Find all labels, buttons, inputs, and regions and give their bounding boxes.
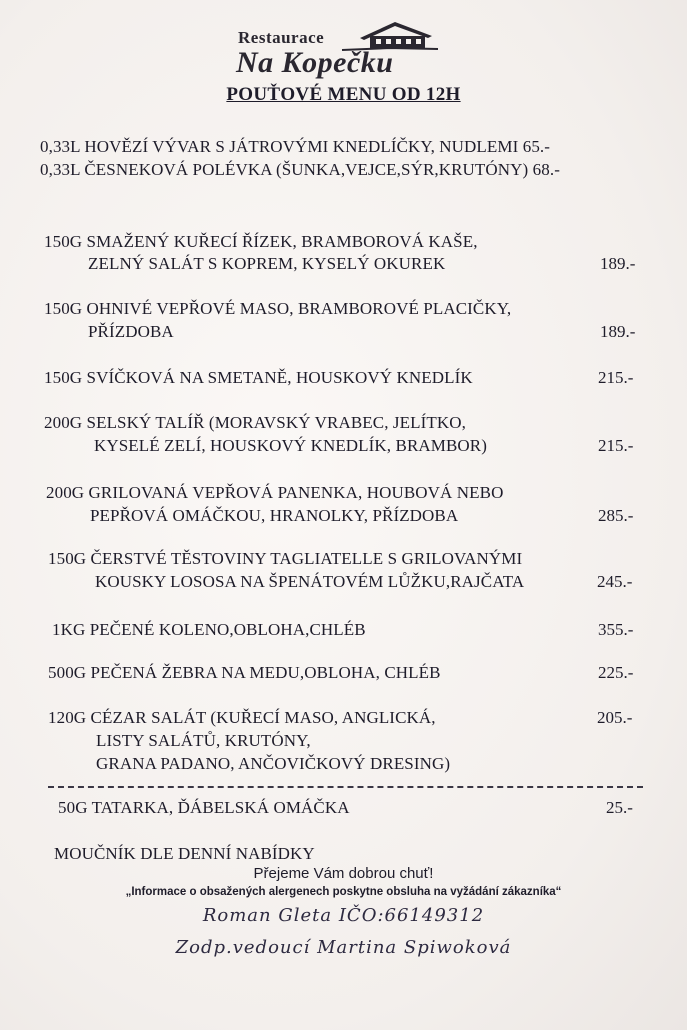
menu-item-price: 355.- — [598, 620, 634, 639]
dashed-divider — [48, 786, 643, 788]
extra-item-price: 25.- — [606, 798, 633, 817]
menu-item-line: 150G OHNIVÉ VEPŘOVÉ MASO, BRAMBOROVÉ PLACIČKY, — [44, 299, 512, 318]
menu-item-price: 285.- — [598, 506, 634, 525]
handwritten-manager: Zodp.vedoucí Martina Spiwoková — [175, 937, 512, 958]
menu-item-price: 245.- — [597, 572, 633, 591]
menu-item-line: 200G GRILOVANÁ VEPŘOVÁ PANENKA, HOUBOVÁ NEBO — [46, 483, 504, 502]
menu-item-price: 215.- — [598, 368, 634, 387]
menu-item-line: 500G PEČENÁ ŽEBRA NA MEDU,OBLOHA, CHLÉB — [48, 663, 441, 682]
menu-item-line: ZELNÝ SALÁT S KOPREM, KYSELÝ OKUREK — [88, 254, 446, 273]
wish-text: Přejeme Vám dobrou chuť! — [253, 865, 434, 882]
menu-item-price: 189.- — [600, 322, 636, 341]
menu-item-price: 215.- — [598, 436, 634, 455]
menu-item-line: 150G ČERSTVÉ TĚSTOVINY TAGLIATELLE S GRILOVANÝMI — [48, 549, 523, 568]
allergen-note: „Informace o obsažených alergenech poskytne obsluha na vyžádání zákazníka“ — [125, 886, 562, 898]
menu-item-line: PEPŘOVÁ OMÁČKOU, HRANOLKY, PŘÍZDOBA — [90, 506, 459, 525]
dessert-line: MOUČNÍK DLE DENNÍ NABÍDKY — [54, 844, 315, 863]
soup-line: 0,33L HOVĚZÍ VÝVAR S JÁTROVÝMI KNEDLÍČKY, NUDLEMI 65.- — [40, 137, 551, 156]
menu-item-line: 1KG PEČENÉ KOLENO,OBLOHA,CHLÉB — [52, 620, 366, 639]
menu-item-line: 200G SELSKÝ TALÍŘ (MORAVSKÝ VRABEC, JELÍTKO, — [44, 413, 466, 432]
logo-name: Na Kopečku — [236, 46, 394, 79]
menu-item-line: PŘÍZDOBA — [88, 322, 174, 341]
menu-item-line: KOUSKY LOSOSA NA ŠPENÁTOVÉM LŮŽKU,RAJČATA — [95, 572, 525, 591]
menu-item-line: KYSELÉ ZELÍ, HOUSKOVÝ KNEDLÍK, BRAMBOR) — [94, 436, 487, 455]
soup-line: 0,33L ČESNEKOVÁ POLÉVKA (ŠUNKA,VEJCE,SÝR,KRUTÓNY) 68.- — [40, 160, 560, 179]
menu-title: POUŤOVÉ MENU OD 12H — [226, 84, 461, 105]
menu-item-price: 225.- — [598, 663, 634, 682]
menu-item-line: LISTY SALÁTŮ, KRUTÓNY, — [96, 731, 311, 750]
restaurant-logo — [0, 8, 687, 78]
handwritten-signature: Roman Gleta IČO:66149312 — [202, 905, 485, 926]
logo-subtitle: Restaurace — [238, 28, 325, 47]
menu-item-line: 120G CÉZAR SALÁT (KUŘECÍ MASO, ANGLICKÁ, — [48, 708, 436, 727]
extra-item-line: 50G TATARKA, ĎÁBELSKÁ OMÁČKA — [58, 798, 350, 817]
menu-item-line: GRANA PADANO, ANČOVIČKOVÝ DRESING) — [96, 754, 451, 773]
menu-item-line: 150G SMAŽENÝ KUŘECÍ ŘÍZEK, BRAMBOROVÁ KAŠE, — [44, 232, 478, 251]
menu-item-price: 189.- — [600, 254, 636, 273]
menu-item-line: 150G SVÍČKOVÁ NA SMETANĚ, HOUSKOVÝ KNEDLÍK — [44, 368, 473, 387]
menu-item-price: 205.- — [597, 708, 633, 727]
